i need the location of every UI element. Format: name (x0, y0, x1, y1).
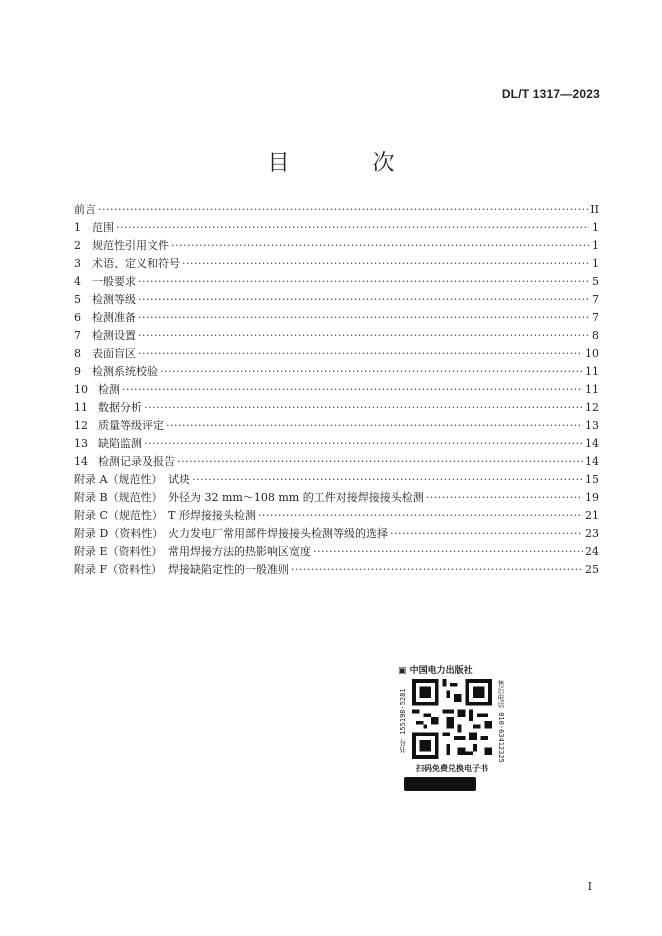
toc-leader-dots (192, 473, 583, 486)
toc-entry-page: 23 (585, 527, 599, 540)
toc-leader-dots (166, 419, 583, 432)
toc-entry[interactable] (74, 291, 599, 309)
toc-entry-page: 13 (585, 419, 599, 432)
toc-entry-number: 附录 F（资料性） (74, 563, 163, 576)
toc-entry-page: 14 (585, 455, 599, 468)
toc-entry-page: 7 (592, 293, 599, 306)
toc-entry[interactable] (74, 525, 599, 543)
toc-entry-title: 缺陷监测 (98, 437, 142, 450)
toc-entry-title: 火力发电厂常用部件焊接接头检测等级的选择 (168, 527, 388, 540)
publisher-name: 中国电力出版社 (409, 666, 473, 676)
toc-entry[interactable] (74, 543, 599, 561)
qr-code-icon[interactable] (412, 679, 492, 759)
toc-entry-title: 一般要求 (92, 275, 136, 288)
toc-entry-number: 11 (74, 401, 88, 414)
toc-entry[interactable] (74, 201, 599, 219)
toc-leader-dots (171, 239, 589, 252)
toc-entry[interactable] (74, 273, 599, 291)
toc-entry[interactable] (74, 327, 599, 345)
toc-entry-page: 21 (585, 509, 599, 522)
toc-entry-page: 7 (592, 311, 599, 324)
toc-entry-number: 附录 D（资料性） (74, 527, 164, 540)
toc-leader-dots (138, 275, 589, 288)
toc-entry-number: 6 (74, 311, 81, 324)
toc-entry-number: 8 (74, 347, 81, 360)
toc-entry-page: 11 (585, 383, 599, 396)
toc-entry-number: 12 (74, 419, 88, 432)
toc-entry-number: 1 (74, 221, 81, 234)
toc-leader-dots (138, 329, 589, 342)
toc-entry-title: 前言 (74, 203, 96, 216)
toc-leader-dots (426, 491, 583, 504)
toc-entry[interactable] (74, 489, 599, 507)
qr-caption: 扫码免费兑换电子书 (416, 764, 488, 773)
toc-entry-number: 附录 B（规范性） (74, 491, 163, 504)
toc-entry-title: 术语、定义和符号 (92, 257, 180, 270)
toc-leader-dots (313, 545, 583, 558)
toc-entry-number: 10 (74, 383, 88, 396)
toc-entry-page: II (590, 203, 599, 216)
publisher-logo (398, 663, 506, 677)
toc-entry-page: 15 (585, 473, 599, 486)
toc-entry-number: 4 (74, 275, 81, 288)
toc-leader-dots (390, 527, 583, 540)
toc-entry-page: 1 (592, 257, 599, 270)
toc-entry-page: 10 (585, 347, 599, 360)
toc-entry-page: 24 (585, 545, 599, 558)
page-number: I (587, 880, 592, 893)
qr-block (398, 663, 506, 793)
toc-leader-dots (116, 221, 589, 234)
toc-entry-number: 附录 A（规范性） (74, 473, 163, 486)
toc-entry[interactable] (74, 471, 599, 489)
redacted-code (404, 777, 476, 791)
toc-entry[interactable] (74, 399, 599, 417)
toc-entry-title: 范围 (92, 221, 114, 234)
toc-entry-page: 8 (592, 329, 599, 342)
book-number: 书号 155198·5281 (399, 688, 407, 754)
toc-entry[interactable] (74, 219, 599, 237)
toc-entry-page: 14 (585, 437, 599, 450)
toc-entry-title: T 形焊接接头检测 (168, 509, 256, 522)
publisher-icon: ▣ (398, 666, 407, 676)
toc-leader-dots (177, 455, 583, 468)
toc-entry[interactable] (74, 435, 599, 453)
toc-leader-dots (258, 509, 583, 522)
toc-entry-title: 检测等级 (92, 293, 136, 306)
toc-entry[interactable] (74, 507, 599, 525)
toc-entry-page: 19 (585, 491, 599, 504)
toc-leader-dots (144, 401, 583, 414)
toc-entry[interactable] (74, 363, 599, 381)
toc-leader-dots (122, 383, 583, 396)
toc-leader-dots (182, 257, 589, 270)
toc-entry-title: 检测 (98, 383, 120, 396)
toc-leader-dots (144, 437, 583, 450)
toc-entry[interactable] (74, 309, 599, 327)
toc-entry-number: 14 (74, 455, 88, 468)
toc-entry-title: 试块 (168, 473, 190, 486)
toc-entry-number: 2 (74, 239, 81, 252)
toc-entry[interactable] (74, 417, 599, 435)
toc-leader-dots (160, 365, 583, 378)
toc-leader-dots (98, 203, 588, 216)
standard-code: DL/T 1317—2023 (501, 87, 600, 101)
table-of-contents (74, 201, 599, 579)
toc-entry-title: 常用焊接方法的热影响区宽度 (168, 545, 311, 558)
toc-entry-title: 数据分析 (98, 401, 142, 414)
toc-entry-page: 5 (592, 275, 599, 288)
toc-entry-title: 焊接缺陷定性的一般准则 (168, 563, 289, 576)
toc-entry-title: 表面盲区 (92, 347, 136, 360)
toc-entry[interactable] (74, 255, 599, 273)
toc-entry-number: 附录 C（规范性） (74, 509, 163, 522)
service-phone: 售后电话 010-63412325 (497, 679, 505, 763)
toc-entry-page: 1 (592, 221, 599, 234)
toc-entry-number: 9 (74, 365, 81, 378)
toc-entry[interactable] (74, 345, 599, 363)
toc-entry[interactable] (74, 453, 599, 471)
toc-entry-title: 外径为 32 mm～108 mm 的工件对接焊接接头检测 (168, 491, 424, 504)
page-title: 目 次 (267, 151, 433, 176)
toc-entry-title: 规范性引用文件 (92, 239, 169, 252)
toc-entry-page: 12 (585, 401, 599, 414)
toc-entry[interactable] (74, 237, 599, 255)
toc-entry-number: 5 (74, 293, 81, 306)
toc-leader-dots (291, 563, 583, 576)
toc-leader-dots (138, 347, 583, 360)
toc-entry-title: 检测准备 (92, 311, 136, 324)
toc-entry-number: 13 (74, 437, 88, 450)
toc-entry[interactable] (74, 561, 599, 579)
toc-entry-title: 检测记录及报告 (98, 455, 175, 468)
toc-entry-page: 1 (592, 239, 599, 252)
toc-entry-page: 25 (585, 563, 599, 576)
toc-entry-number: 附录 E（资料性） (74, 545, 163, 558)
toc-entry-title: 检测系统校验 (92, 365, 158, 378)
toc-entry-number: 7 (74, 329, 81, 342)
toc-entry-title: 质量等级评定 (98, 419, 164, 432)
toc-leader-dots (138, 311, 589, 324)
toc-entry-number: 3 (74, 257, 81, 270)
toc-leader-dots (138, 293, 589, 306)
toc-entry-title: 检测设置 (92, 329, 136, 342)
toc-entry-page: 11 (585, 365, 599, 378)
toc-entry[interactable] (74, 381, 599, 399)
